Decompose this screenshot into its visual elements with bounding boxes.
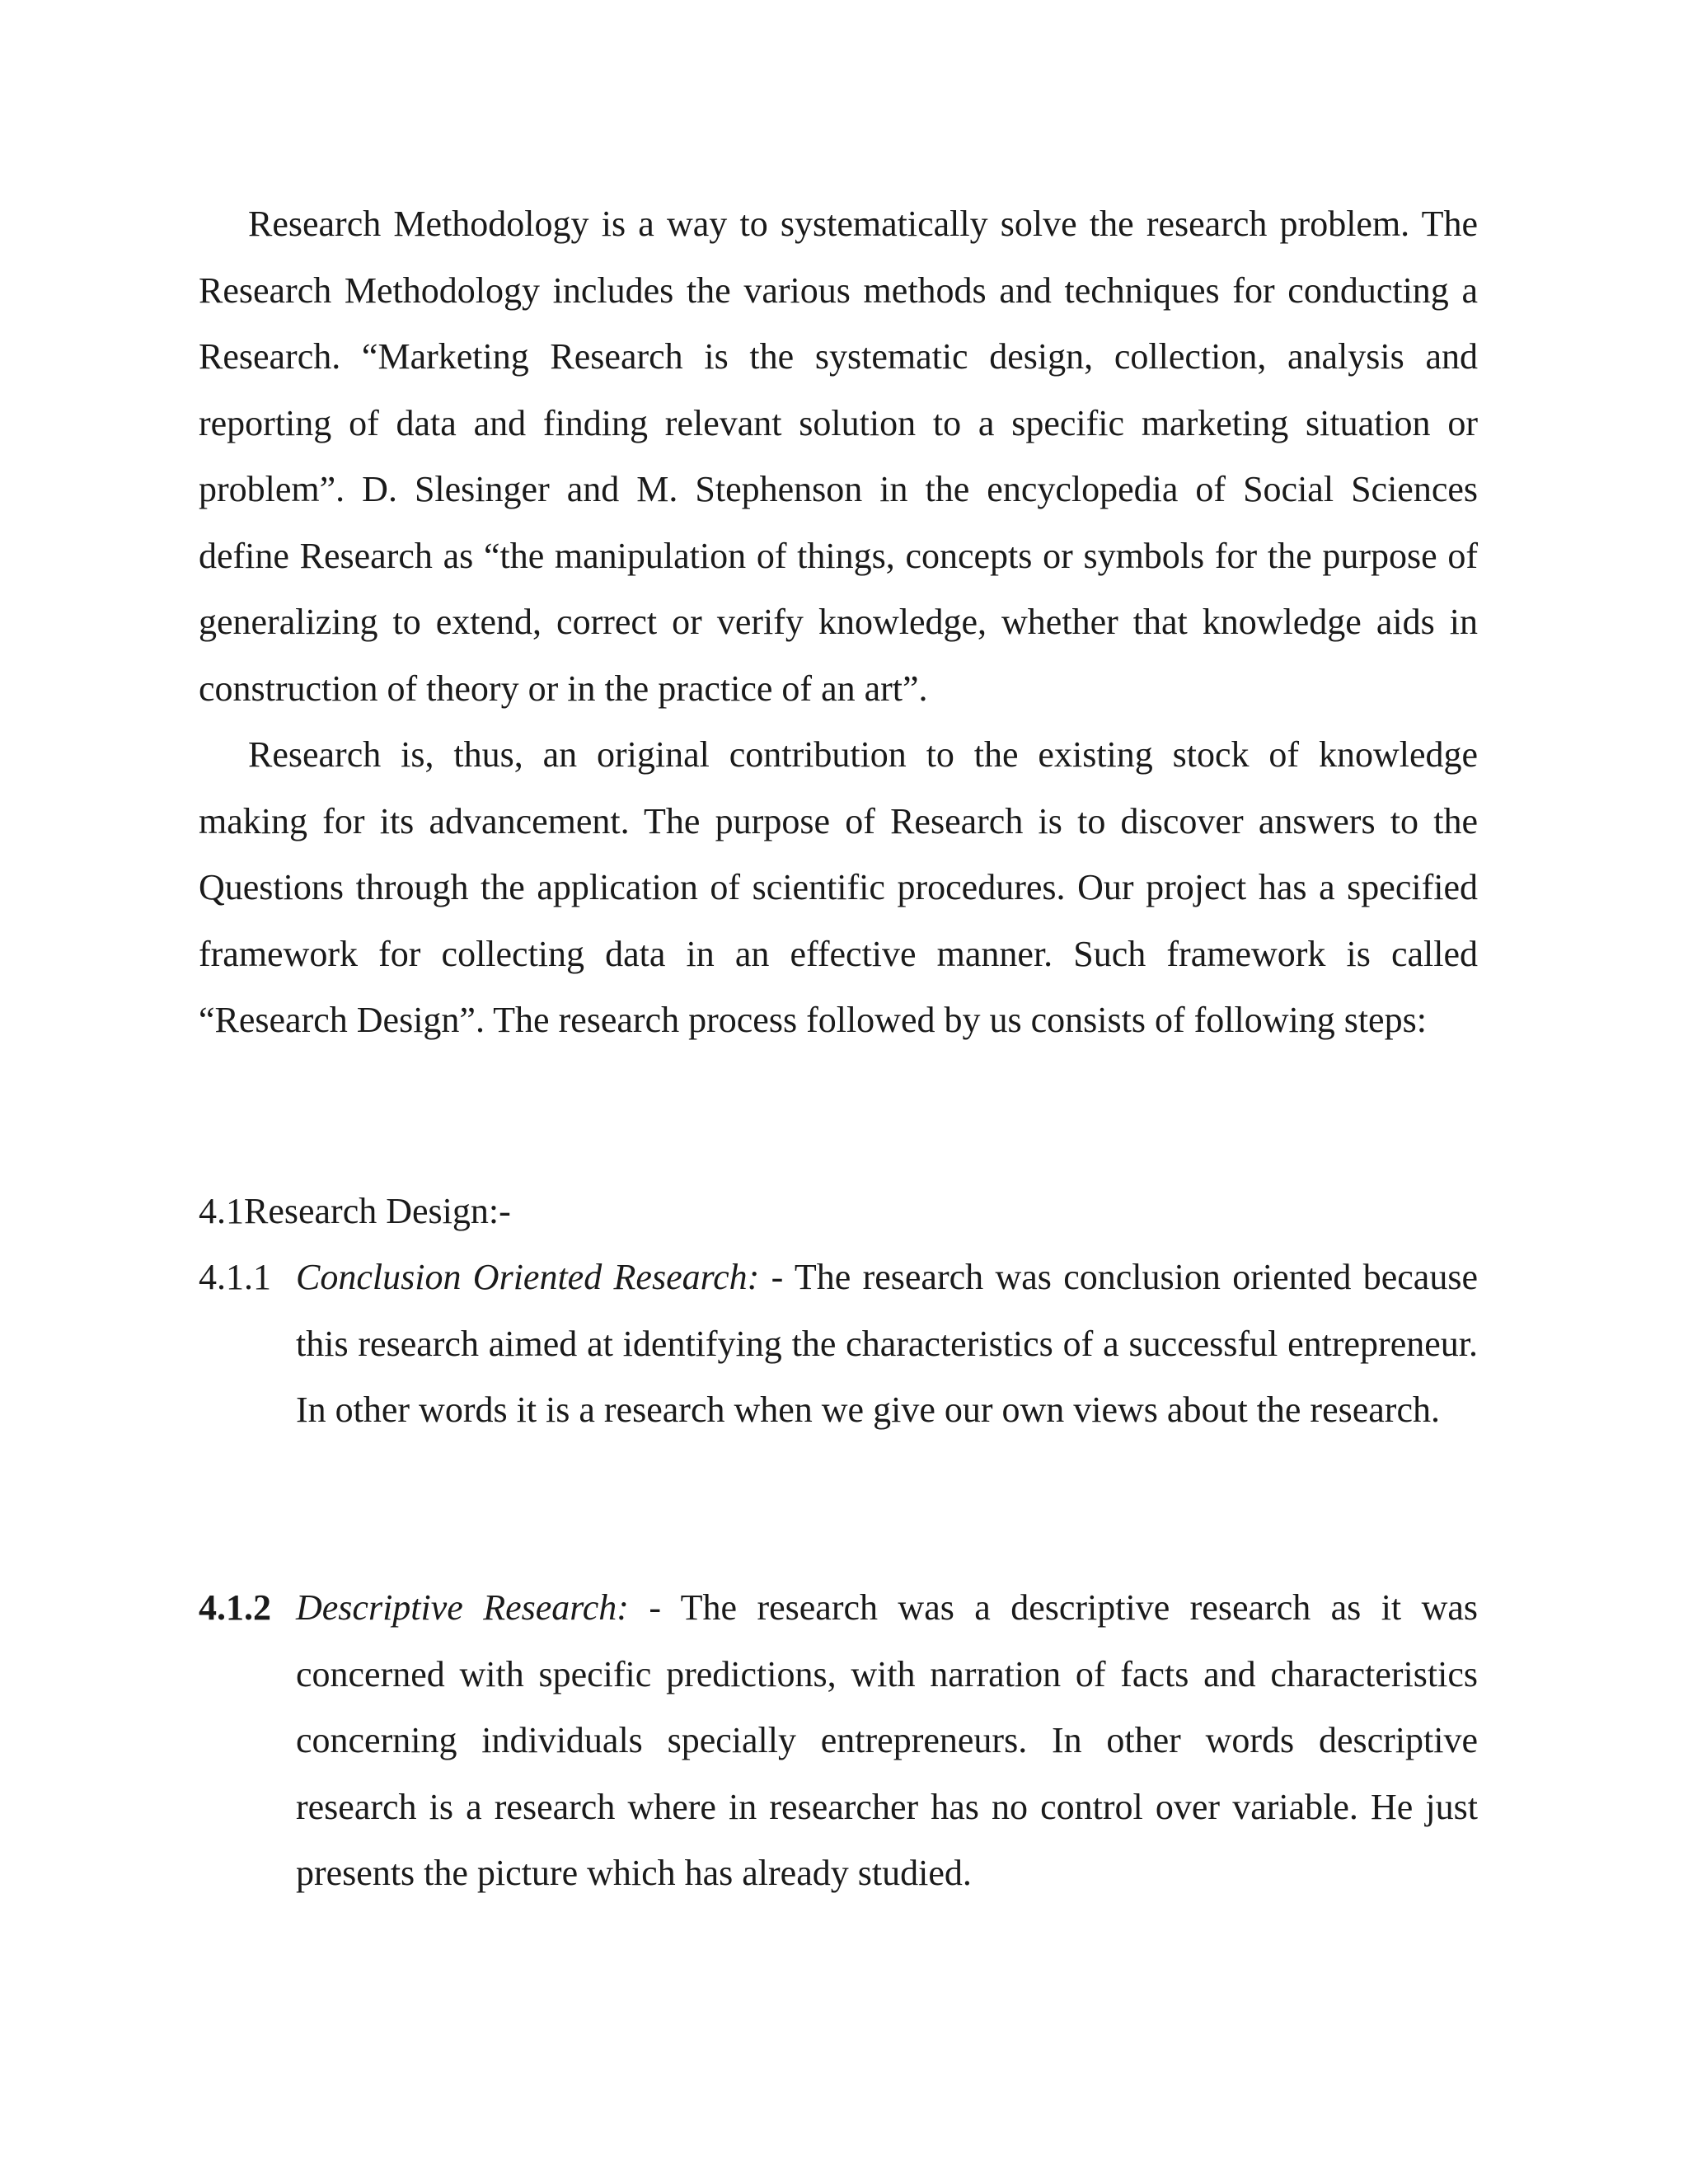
section-heading: 4.1Research Design:- [199,1191,511,1231]
subsection-text: - The research was conclusion oriented because this research aimed at identifying the characteristics of a successful entrepreneur. In other words it is a research when we give our own views about the research. [296,1257,1478,1430]
subsection-descriptive [199,1575,1478,1907]
subsection-text: - The research was a descriptive research as it was concerned with specific predictions, with narration of facts and characteristics concerning individuals specially entrepreneurs. In other words descriptive research is a research where in researcher has no control over variable. He just presents the picture which has already studied. [296,1587,1478,1893]
subsection-body [296,1244,1478,1444]
paragraph-research-contribution: Research is, thus, an original contribution to the existing stock of knowledge making for its advancement. The purpose of Research is to discover answers to the Questions through the application of scientific procedures. Our project has a specified framework for collecting data in an effective manner. Such framework is called “Research Design”. The research process followed by us consists of following steps: [199,734,1478,1040]
subsection-term: Descriptive Research: [296,1587,629,1628]
subsection-number: 4.1.1 [199,1257,271,1297]
intro-body [199,191,1478,1054]
subsection-body [296,1575,1478,1907]
subsection-term: Conclusion Oriented Research: [296,1257,760,1297]
subsection-number: 4.1.2 [199,1587,271,1628]
paragraph-research-methodology: Research Methodology is a way to systematically solve the research problem. The Research Methodology includes the various methods and techniques for conducting a Research. “Marketing Research is the systematic design, collection, analysis and reporting of data and finding relevant solution to a specific marketing situation or problem”. D. Slesinger and M. Stephenson in the encyclopedia of Social Sciences define Research as “the manipulation of things, concepts or symbols for the purpose of generalizing to extend, correct or verify knowledge, whether that knowledge aids in construction of theory or in the practice of an art”. [199,204,1478,709]
subsection-conclusion-oriented [199,1244,1478,1444]
